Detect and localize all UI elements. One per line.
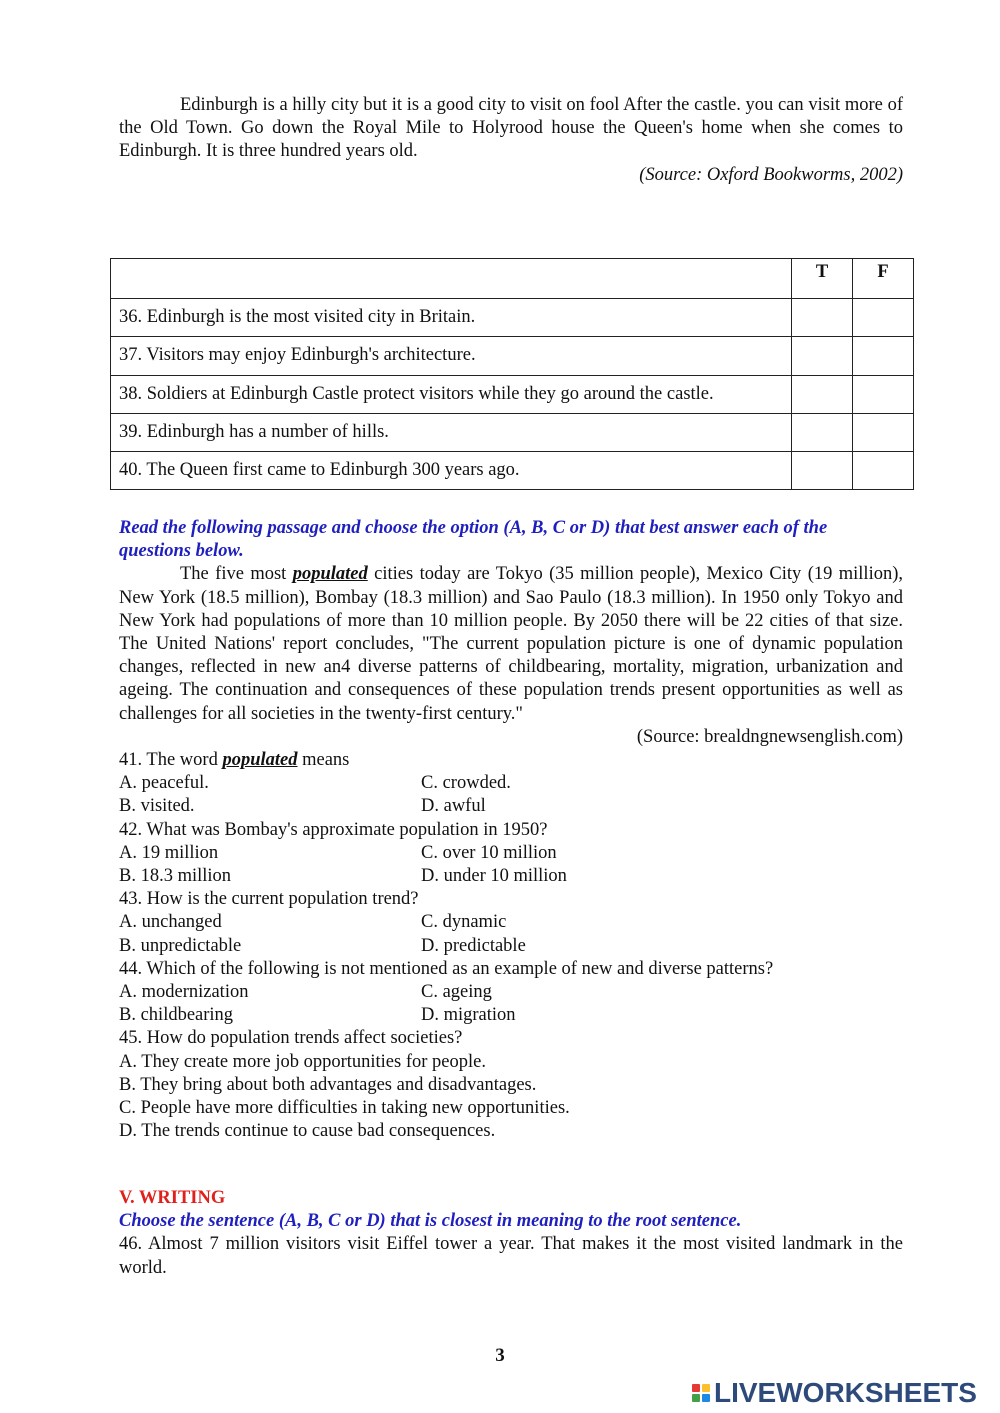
option-44-a[interactable]: A. modernization xyxy=(119,982,249,1003)
passage-population-source: (Source: brealdngnewsenglish.com) xyxy=(636,726,903,747)
answer-cell-37-true[interactable] xyxy=(792,337,853,375)
question-41-options xyxy=(119,772,903,818)
statement-38: 38. Soldiers at Edinburgh Castle protect visitors while they go around the castle. xyxy=(111,375,792,413)
writing-section xyxy=(119,1187,903,1280)
option-44-b[interactable]: B. childbearing xyxy=(119,1005,234,1026)
option-41-d[interactable]: D. awful xyxy=(421,796,486,817)
answer-cell-37-false[interactable] xyxy=(853,337,914,375)
true-false-table xyxy=(110,258,914,490)
question-45: 45. How do population trends affect societies? xyxy=(119,1028,463,1049)
reading-section xyxy=(119,517,903,1143)
option-44-c[interactable]: C. ageing xyxy=(421,982,492,1003)
passage-edinburgh-source: (Source: Oxford Bookworms, 2002) xyxy=(639,164,903,185)
option-43-c[interactable]: C. dynamic xyxy=(421,912,507,933)
statement-36: 36. Edinburgh is the most visited city in Britain. xyxy=(111,299,792,337)
option-42-d[interactable]: D. under 10 million xyxy=(421,866,567,887)
passage-population-start: The five most xyxy=(180,564,293,585)
option-42-a[interactable]: A. 19 million xyxy=(119,842,219,863)
option-41-c[interactable]: C. crowded. xyxy=(421,773,511,794)
option-43-d[interactable]: D. predictable xyxy=(421,935,526,956)
table-row xyxy=(111,413,914,451)
question-42-options xyxy=(119,842,903,888)
brand-name: LIVEWORKSHEETS xyxy=(714,1377,977,1409)
question-41-keyword: populated xyxy=(222,750,298,771)
passage-population xyxy=(119,563,903,725)
option-43-b[interactable]: B. unpredictable xyxy=(119,935,242,956)
answer-cell-36-false[interactable] xyxy=(853,299,914,337)
question-41-prefix: 41. The word xyxy=(119,750,223,771)
passage-population-rest: cities today are Tokyo (35 million people), Mexico City (19 million), New York (18.5 million), Bombay (18.3 million) and Sao Paulo (18.3 million). In 1950 only Tokyo and New York had populations of more than 10 million people. By 2050 there will be 22 cities of that size. The United Nations' report concludes, "The current population picture is one of dynamic population changes, reflected in new an4 diverse patterns of childbearing, mortality, migration, urbanization and ageing. The continuation and consequences of these population trends present opportunities as well as challenges for all societies in the twenty-first century." xyxy=(119,564,903,724)
writing-instruction: Choose the sentence (A, B, C or D) that is closest in meaning to the root sentence. xyxy=(119,1211,742,1232)
option-44-d[interactable]: D. migration xyxy=(421,1005,516,1026)
answer-cell-38-true[interactable] xyxy=(792,375,853,413)
liveworksheets-logo-icon xyxy=(692,1384,710,1402)
reading-instruction: Read the following passage and choose the option (A, B, C or D) that best answer each of the questions below. xyxy=(119,518,828,562)
question-44-options xyxy=(119,981,903,1027)
column-true-header: T xyxy=(792,259,853,299)
table-row xyxy=(111,375,914,413)
statement-40: 40. The Queen first came to Edinburgh 300 years ago. xyxy=(111,451,792,489)
answer-cell-40-true[interactable] xyxy=(792,451,853,489)
question-42: 42. What was Bombay's approximate population in 1950? xyxy=(119,819,548,840)
table-header-blank xyxy=(111,259,792,299)
option-45-a[interactable]: A. They create more job opportunities for people. xyxy=(119,1051,486,1072)
question-41-suffix: means xyxy=(297,750,350,771)
option-45-b[interactable]: B. They bring about both advantages and disadvantages. xyxy=(119,1074,537,1095)
column-false-header: F xyxy=(853,259,914,299)
table-header-row xyxy=(111,259,914,299)
answer-cell-39-false[interactable] xyxy=(853,413,914,451)
option-45-c[interactable]: C. People have more difficulties in taking new opportunities. xyxy=(119,1098,570,1119)
keyword-populated: populated xyxy=(292,564,368,585)
liveworksheets-brand[interactable] xyxy=(692,1378,977,1408)
page-number: 3 xyxy=(495,1345,505,1366)
table-row xyxy=(111,451,914,489)
option-42-c[interactable]: C. over 10 million xyxy=(421,842,557,863)
statement-39: 39. Edinburgh has a number of hills. xyxy=(111,413,792,451)
option-42-b[interactable]: B. 18.3 million xyxy=(119,866,232,887)
answer-cell-39-true[interactable] xyxy=(792,413,853,451)
passage-edinburgh-text: Edinburgh is a hilly city but it is a good city to visit on fool After the castle. you can visit more of the Old Town. Go down the Royal Mile to Holyrood house the Queen's home when she comes to Edinburgh. It is three hundred years old. xyxy=(119,95,903,162)
table-row xyxy=(111,337,914,375)
writing-title: V. WRITING xyxy=(119,1188,226,1208)
statement-37: 37. Visitors may enjoy Edinburgh's architecture. xyxy=(111,337,792,375)
option-41-a[interactable]: A. peaceful. xyxy=(119,773,209,794)
answer-cell-38-false[interactable] xyxy=(853,375,914,413)
question-44: 44. Which of the following is not mentioned as an example of new and diverse patterns? xyxy=(119,958,774,979)
passage-edinburgh xyxy=(119,94,903,187)
answer-cell-40-false[interactable] xyxy=(853,451,914,489)
option-41-b[interactable]: B. visited. xyxy=(119,796,195,817)
question-43-options xyxy=(119,911,903,957)
question-46: 46. Almost 7 million visitors visit Eiffel tower a year. That makes it the most visited landmark in the world. xyxy=(119,1234,903,1278)
question-43: 43. How is the current population trend? xyxy=(119,889,419,910)
option-45-d[interactable]: D. The trends continue to cause bad consequences. xyxy=(119,1121,496,1142)
question-41 xyxy=(119,749,903,772)
table-row xyxy=(111,299,914,337)
answer-cell-36-true[interactable] xyxy=(792,299,853,337)
option-43-a[interactable]: A. unchanged xyxy=(119,912,222,933)
